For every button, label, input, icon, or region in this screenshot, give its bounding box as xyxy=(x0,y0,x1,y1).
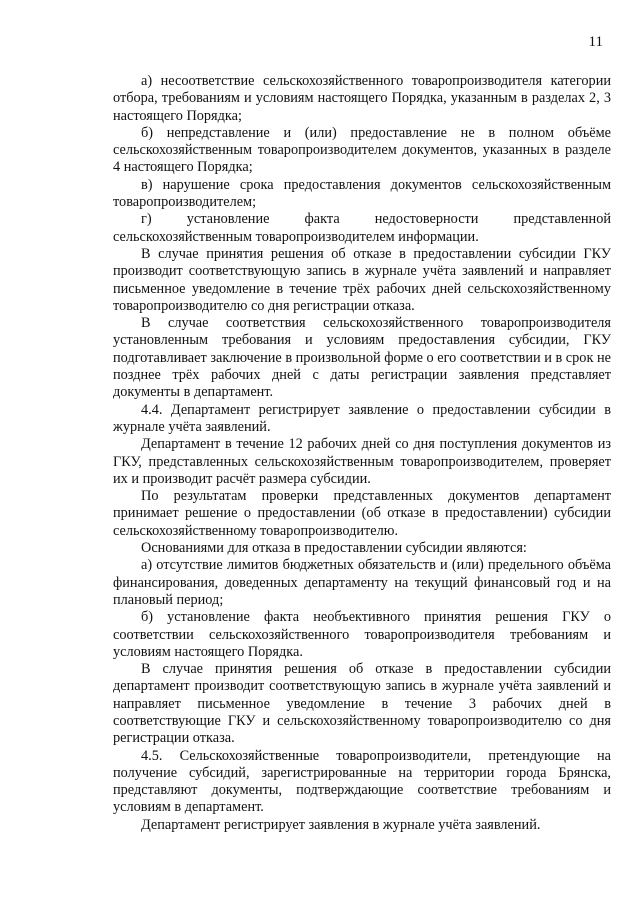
paragraph-4-4: 4.4. Департамент регистрирует заявление о предоставлении субсидии в журнале учёта заявлений. xyxy=(113,401,611,435)
page-number: 11 xyxy=(588,34,603,50)
paragraph-reason-c: в) нарушение срока предоставления документов сельскохозяйственным товаропроизводителем; xyxy=(113,176,611,211)
document-body xyxy=(113,73,611,834)
paragraph-department-review: Департамент в течение 12 рабочих дней со дня поступления документов из ГКУ, представленных сельскохозяйственным товаропроизводителем, проверяет их и производит расчёт размера субсидии. xyxy=(113,436,611,487)
paragraph-4-5: 4.5. Сельскохозяйственные товаропроизводители, претендующие на получение субсидий, зарегистрированные на территории города Брянска, представляют документы, подтверждающие соответствие требованиям и условиям в департамент. xyxy=(113,747,611,816)
paragraph-department-decision: По результатам проверки представленных документов департамент принимает решение о предоставлении (об отказе в предоставлении) субсидии сельскохозяйственному товаропроизводителю. xyxy=(113,488,611,539)
paragraph-refusal-grounds: Основаниями для отказа в предоставлении субсидии являются: xyxy=(141,540,527,557)
paragraph-ground-a: а) отсутствие лимитов бюджетных обязательств и (или) предельного объёма финансирования, доведенных департаменту на текущий финансовый год и на плановый период; xyxy=(113,557,611,608)
paragraph-reason-a: а) несоответствие сельскохозяйственного товаропроизводителя категории отбора, требованиям и условиям настоящего Порядка, указанным в разделах 2, 3 настоящего Порядка; xyxy=(113,73,611,124)
paragraph-refusal-gku: В случае принятия решения об отказе в предоставлении субсидии ГКУ производит соответствующую запись в журнале учёта заявлений и направляет письменное уведомление в течение трёх рабочих дней сельскохозяйственному товаропроизводителю со дня регистрации отказа. xyxy=(113,245,611,314)
paragraph-ground-b: б) установление факта необъективного принятия решения ГКУ о соответствии сельскохозяйственного товаропроизводителя требованиям и условиям настоящего Порядка. xyxy=(113,609,611,660)
paragraph-refusal-department: В случае принятия решения об отказе в предоставлении субсидии департамент производит соответствующую запись в журнале учёта заявлений и направляет письменное уведомление в течение 3 рабочих дней в соответствующие ГКУ и сельскохозяйственному товаропроизводителю со дня регистрации отказа. xyxy=(113,661,611,747)
paragraph-registration: Департамент регистрирует заявления в журнале учёта заявлений. xyxy=(141,816,541,833)
paragraph-reason-b: б) непредставление и (или) предоставление не в полном объёме сельскохозяйственным товаропроизводителем документов, указанных в разделе 4 настоящего Порядка; xyxy=(113,124,611,176)
paragraph-reason-d: г) установление факта недостоверности представленной сельскохозяйственным товаропроизводителем информации. xyxy=(113,211,611,245)
paragraph-compliance-gku: В случае соответствия сельскохозяйственного товаропроизводителя установленным требования и условиям предоставления субсидии, ГКУ подготавливает заключение в произвольной форме о его соответствии и в срок не позднее трёх рабочих дней с даты регистрации заявления представляет документы в департамент. xyxy=(113,315,611,401)
